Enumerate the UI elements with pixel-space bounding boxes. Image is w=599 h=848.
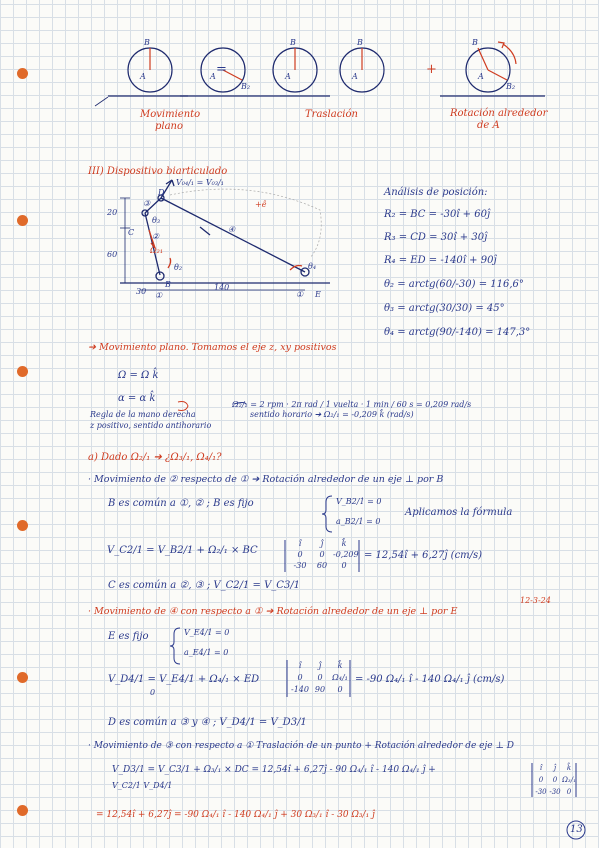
rule-z-positive: z positivo, sentido antihorario bbox=[90, 421, 212, 430]
analysis-theta2: θ₂ = arctg(60/-30) = 116,6° bbox=[384, 279, 524, 290]
label-b2b: B₂ bbox=[506, 82, 516, 91]
analysis-theta4: θ₄ = arctg(90/-140) = 147,3° bbox=[384, 327, 531, 338]
rule-right-hand: Regla de la mano derecha bbox=[90, 410, 196, 419]
caption-rotation: Rotación alrededor bbox=[450, 108, 548, 119]
motion-4-1: · Movimiento de ④ con respecto a ① ➔ Rotación alrededor de un eje ⊥ por E bbox=[88, 606, 458, 617]
m3-e: -30 bbox=[549, 788, 561, 796]
sense-result: sentido horario ➔ Ω₂/₁ = -0,209 k̂ (rad/s) bbox=[250, 410, 414, 419]
omega-calc: Ω₂/₁ = 2 rpm · 2π rad / 1 vuelta · 1 min / 60 s = 0,209 rad/s bbox=[232, 400, 472, 409]
m2-c: Ω₄/₁ bbox=[332, 673, 348, 682]
m2-d: -140 bbox=[291, 685, 309, 694]
motion-3-1: · Movimiento de ③ con respecto a ① Traslación de un punto + Rotación alrededor de eje ⊥ D bbox=[88, 741, 515, 751]
m2-k: k̂ bbox=[337, 661, 343, 670]
label-d: D bbox=[158, 188, 165, 197]
m2-a: 0 bbox=[297, 673, 303, 682]
label-b4: B bbox=[357, 38, 363, 47]
label-a5: A bbox=[478, 72, 484, 81]
e-mark: +ê bbox=[255, 200, 267, 209]
part-a-title: a) Dado Ω₂/₁ ➔ ¿Ω₃/₁, Ω₄/₁? bbox=[88, 452, 222, 463]
ab-zero: a_B2/1 = 0 bbox=[336, 517, 381, 526]
omega-def: Ω = Ω k̂ bbox=[118, 370, 159, 381]
caption-translation: Traslación bbox=[305, 109, 358, 120]
m3-a: 0 bbox=[538, 776, 544, 784]
analysis-title: Análisis de posición: bbox=[384, 187, 488, 198]
link-2: ② bbox=[152, 232, 160, 241]
label-a1: A bbox=[140, 72, 146, 81]
m3-f: 0 bbox=[566, 788, 572, 796]
equals-sign: = bbox=[216, 62, 227, 77]
ve-zero: V_E4/1 = 0 bbox=[184, 628, 230, 637]
m3-i: î bbox=[539, 764, 543, 772]
m1-e: 60 bbox=[316, 561, 328, 570]
vc-result: = 12,54î + 6,27ĵ (cm/s) bbox=[364, 550, 483, 561]
d-common: D es común a ③ y ④ ; V_D4/1 = V_D3/1 bbox=[108, 717, 307, 728]
link-4: ④ bbox=[228, 225, 236, 234]
c-common: C es común a ②, ③ ; V_C2/1 = V_C3/1 bbox=[108, 580, 301, 591]
theta4-label: θ₄ bbox=[308, 262, 317, 271]
final-equation: = 12,54î + 6,27ĵ = -90 Ω₄/₁ î - 140 Ω₄/₁ ĵ + 30 Ω₃/₁ î - 30 Ω₃/₁ ĵ bbox=[96, 810, 375, 820]
matrix-1 bbox=[289, 538, 359, 571]
page-number: 13 bbox=[570, 824, 583, 835]
zero-under: 0 bbox=[150, 688, 156, 697]
m1-d: -30 bbox=[293, 561, 307, 570]
label-b3: B bbox=[290, 38, 296, 47]
caption-plane-motion: Movimiento bbox=[140, 109, 201, 120]
ae-zero: a_E4/1 = 0 bbox=[184, 648, 229, 657]
theta2-label: θ₂ bbox=[174, 263, 183, 272]
label-c: C bbox=[128, 228, 135, 237]
analysis-r3: R₃ = CD = 30î + 30ĵ bbox=[384, 232, 488, 243]
matrix-3 bbox=[534, 762, 576, 798]
apply-formula: Aplicamos la fórmula bbox=[405, 507, 513, 518]
m3-c: Ω₃/₁ bbox=[562, 776, 576, 784]
vd3-equation: V_D3/1 = V_C3/1 + Ω₃/₁ × DC = 12,54î + 6,27ĵ - 90 Ω₄/₁ î - 140 Ω₄/₁ ĵ + bbox=[112, 765, 436, 775]
m2-f: 0 bbox=[337, 685, 343, 694]
m2-b: 0 bbox=[317, 673, 323, 682]
caption-rotation-axis: de A bbox=[477, 120, 500, 131]
m1-a: 0 bbox=[297, 550, 303, 559]
m1-j: ĵ bbox=[320, 539, 324, 548]
m3-b: 0 bbox=[552, 776, 558, 784]
vd-equation: V_D4/1 = V_E4/1 + Ω₄/₁ × ED bbox=[108, 674, 260, 685]
vc-equation: V_C2/1 = V_B2/1 + Ω₂/₁ × BC bbox=[107, 545, 258, 556]
m1-c: -0,209 bbox=[333, 550, 359, 559]
dim-140: 140 bbox=[214, 283, 230, 292]
e-fixed: E es fijo bbox=[108, 631, 149, 642]
dim-60: 60 bbox=[107, 250, 118, 259]
label-b1: B bbox=[144, 38, 150, 47]
m1-b: 0 bbox=[319, 550, 325, 559]
label-b2a: B₂ bbox=[241, 82, 251, 91]
link-1: ① bbox=[155, 291, 163, 300]
plane-motion-line: ➔ Movimiento plano. Tomamos el eje z, xy positivos bbox=[88, 342, 337, 353]
matrix-2 bbox=[290, 660, 350, 696]
label-a4: A bbox=[352, 72, 358, 81]
plus-sign: + bbox=[426, 62, 437, 77]
caption-plane: plano bbox=[155, 121, 184, 132]
date-note: 12-3-24 bbox=[520, 596, 551, 605]
m2-j: ĵ bbox=[318, 661, 322, 670]
m2-e: 90 bbox=[314, 685, 326, 694]
label-a2: A bbox=[210, 72, 216, 81]
b-common: B es común a ①, ② ; B es fijo bbox=[108, 498, 254, 509]
motion-2-1: · Movimiento de ② respecto de ① ➔ Rotación alrededor de un eje ⊥ por B bbox=[88, 474, 444, 485]
velocity-label: V₀₄/₁ = V₀₃/₁ bbox=[176, 178, 224, 187]
m3-k: k̂ bbox=[566, 764, 572, 772]
dim-20: 20 bbox=[107, 208, 118, 217]
vb-zero: V_B2/1 = 0 bbox=[336, 497, 382, 506]
analysis-r4: R₄ = ED = -140î + 90ĵ bbox=[384, 255, 497, 266]
label-e: E bbox=[315, 290, 321, 299]
link-1b: ① bbox=[296, 290, 304, 299]
analysis-r2: R₂ = BC = -30î + 60ĵ bbox=[384, 209, 491, 220]
vd-result: = -90 Ω₄/₁ î - 140 Ω₄/₁ ĵ (cm/s) bbox=[355, 674, 505, 685]
m3-j: ĵ bbox=[553, 764, 557, 772]
m1-k: k̂ bbox=[341, 539, 347, 548]
link-3: ③ bbox=[143, 199, 151, 208]
analysis-theta3: θ₃ = arctg(30/30) = 45° bbox=[384, 303, 505, 314]
vd3-sub: V_C2/1 V_D4/1 bbox=[112, 781, 173, 790]
m1-f: 0 bbox=[341, 561, 347, 570]
m2-i: î bbox=[298, 661, 302, 670]
alpha-def: α = α k̂ bbox=[118, 393, 156, 404]
section-title: III) Dispositivo biarticulado bbox=[88, 166, 228, 177]
omega21-label: Ω₂₁ bbox=[150, 246, 164, 255]
label-a3: A bbox=[285, 72, 291, 81]
m3-d: -30 bbox=[535, 788, 547, 796]
dim-30: 30 bbox=[136, 287, 147, 296]
label-b: B bbox=[165, 280, 171, 289]
theta3-label: θ₃ bbox=[152, 216, 161, 225]
m1-i: î bbox=[298, 539, 302, 548]
label-b5: B bbox=[472, 38, 478, 47]
